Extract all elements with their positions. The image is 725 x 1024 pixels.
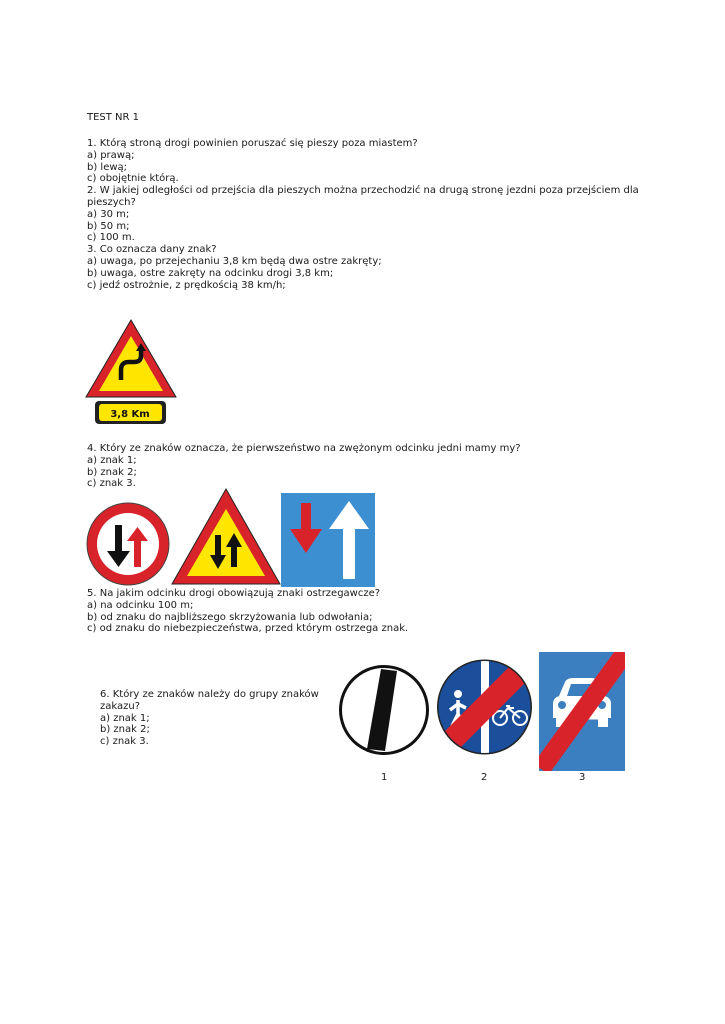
two-way-traffic-warning-sign	[170, 487, 282, 587]
answer-1a: a) prawą;	[87, 149, 135, 161]
answer-4c: c) znak 3.	[87, 478, 136, 490]
double-curve-warning-sign	[84, 318, 178, 428]
question-4-block	[87, 443, 521, 490]
sign-caption-1: 1	[381, 772, 388, 783]
question-1: 1. Którą stroną drogi powinien poruszać się pieszy poza miastem?	[87, 138, 418, 149]
question-6: 6. Który ze znaków należy do grupy znaków	[100, 689, 319, 700]
answer-4a: a) znak 1;	[87, 454, 137, 466]
answer-5a: a) na odcinku 100 m;	[87, 599, 194, 611]
answer-4b: b) znak 2;	[87, 466, 137, 478]
question-4: 4. Który ze znaków oznacza, że pierwszeństwo na zwężonym odcinku jedni mamy my?	[87, 443, 521, 454]
answer-1c: c) obojętnie którą.	[87, 173, 179, 185]
answer-2b: b) 50 m;	[87, 220, 130, 232]
answer-5b: b) od znaku do najbliższego skrzyżowania lub odwołania;	[87, 611, 373, 623]
give-way-oncoming-sign	[85, 501, 171, 587]
question-6-cont: zakazu?	[100, 700, 141, 712]
answer-6c: c) znak 3.	[100, 736, 149, 748]
answer-3c: c) jedź ostrożnie, z prędkością 38 km/h;	[87, 279, 286, 291]
end-of-restrictions-sign	[337, 663, 431, 757]
question-5: 5. Na jakim odcinku drogi obowiązują znaki ostrzegawcze?	[87, 588, 381, 599]
answer-2c: c) 100 m.	[87, 232, 135, 244]
sign-caption-2: 2	[481, 772, 488, 783]
answer-6b: b) znak 2;	[100, 724, 150, 736]
distance-plate-text: 3,8 Km	[110, 409, 150, 420]
question-6-block	[100, 689, 319, 748]
question-2-cont: pieszych?	[87, 196, 136, 208]
sign-caption-3: 3	[579, 772, 586, 783]
answer-3b: b) uwaga, ostre zakręty na odcinku drogi 3,8 km;	[87, 267, 334, 279]
priority-over-oncoming-sign	[281, 493, 375, 587]
test-title: TEST NR 1	[87, 112, 140, 123]
questions-1-3	[87, 138, 639, 291]
question-5-block	[87, 588, 408, 635]
answer-2a: a) 30 m;	[87, 208, 130, 220]
end-of-motorway-sign	[539, 652, 625, 771]
end-of-pedestrian-cycle-path-sign	[436, 656, 533, 758]
answer-6a: a) znak 1;	[100, 712, 150, 724]
answer-3a: a) uwaga, po przejechaniu 3,8 km będą dwa ostre zakręty;	[87, 255, 382, 267]
question-3: 3. Co oznacza dany znak?	[87, 244, 217, 256]
answer-1b: b) lewą;	[87, 161, 128, 173]
answer-5c: c) od znaku do niebezpieczeństwa, przed którym ostrzega znak.	[87, 623, 409, 635]
question-2: 2. W jakiej odległości od przejścia dla pieszych można przechodzić na drugą stronę jezdni poza przejściem dla	[87, 185, 639, 197]
